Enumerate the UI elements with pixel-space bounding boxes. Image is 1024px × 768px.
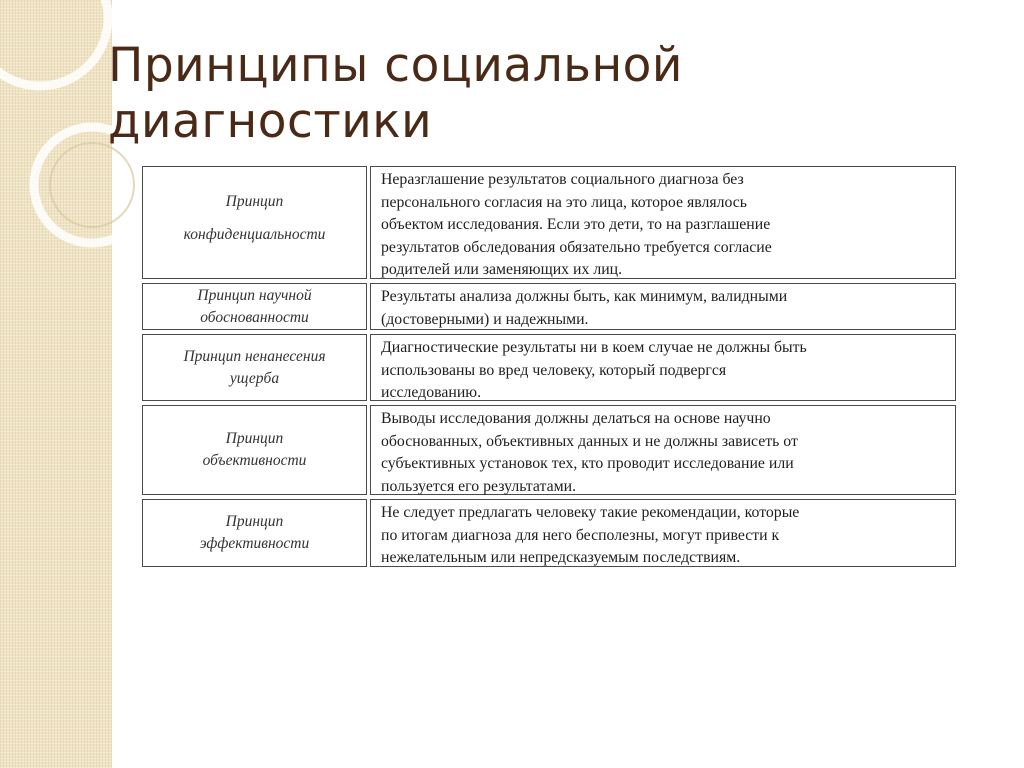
description-line: родителей или заменяющих их лиц. [381,261,623,278]
description-line: Выводы исследования должны делаться на основе научно [381,410,771,427]
description-line: Результаты анализа должны быть, как минимум, валидными [381,288,788,305]
description-line: объектом исследования. Если это дети, то на разглашение [381,216,771,233]
title-line-2: диагностики [108,94,433,149]
principle-cell [142,283,367,330]
description-cell [370,166,956,279]
description-cell [370,499,956,567]
principle-name: Принцип [225,193,284,210]
description-line: использованы во вред человеку, который подвергся [381,361,727,379]
principle-cell [142,499,367,567]
principle-name: Принцип [225,430,284,447]
description-cell [370,405,956,495]
title-line-1: Принципы социальной [108,38,683,93]
principle-name: эффективности [199,535,310,552]
principle-name: Принцип ненанесения [183,347,326,365]
principle-name: ущерба [229,369,280,387]
description-line: субъективных установок тех, кто проводит исследование или [381,455,794,472]
description-line: исследованию. [381,384,482,401]
description-line: Диагностические результаты ни в коем случае не должны быть [381,339,807,356]
principle-name: конфиденциальности [183,226,326,243]
description-line: обоснованных, объективных данных и не должны зависеть от [381,432,798,450]
description-line: персонального согласия на это лица, которое являлось [381,193,748,211]
principle-name: объективности [202,452,307,469]
description-cell [370,334,956,401]
description-line: пользуется его результатами. [381,477,577,495]
principle-cell [142,334,367,401]
principle-name: обоснованности [200,308,309,326]
page-title [108,38,808,150]
principle-name: Принцип [225,513,284,530]
principle-cell [142,166,367,279]
description-cell [370,283,956,330]
description-line: (достоверными) и надежными. [381,310,589,328]
description-line: Неразглашение результатов социального диагноза без [381,171,744,188]
description-line: по итогам диагноза для него бесполезны, могут привести к [381,526,780,544]
description-line: нежелательным или непредсказуемым последствиям. [381,549,741,566]
principle-cell [142,405,367,495]
principle-name: Принцип научной [197,286,312,304]
description-line: результатов обследования обязательно требуется согласие [381,238,772,256]
description-line: Не следует предлагать человеку такие рекомендации, которые [381,504,800,521]
